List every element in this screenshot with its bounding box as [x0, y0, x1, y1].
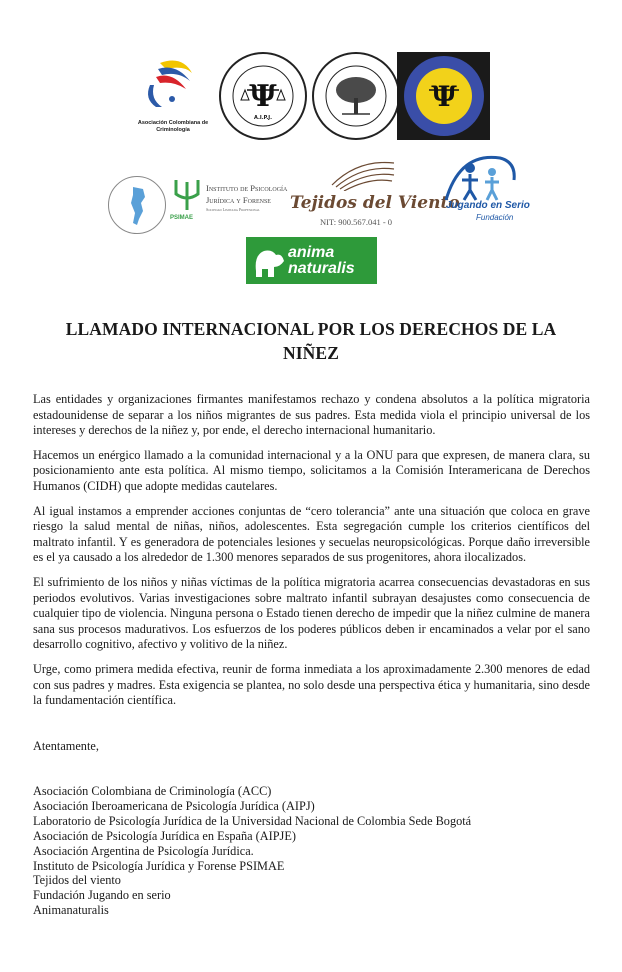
logos-header — [0, 0, 622, 300]
lab-logo — [312, 52, 400, 140]
psimae-logo — [170, 175, 290, 230]
aipje-psi-icon — [402, 54, 486, 138]
document-body — [33, 392, 590, 718]
psimae-sub: Sociedad Limitada Profesional — [206, 207, 260, 212]
paragraph-3: Al igual instamos a emprender acciones conjuntas de “cero tolerancia” ante una situación que coloca en grave riesgo la salud mental de niñas, niños, adolescentes. Esta segregación cumple los criterios científicos del maltrato infantil. Y es generadora de potenciales lesiones y secuelas neuropsicológicas. Porque daño irreversible es el ya causado a los alrededor de 1.300 menores separados de sus progenitores, ahora ilocalizados. — [33, 503, 590, 565]
wind-swirl-icon — [328, 155, 398, 191]
signer-item: Asociación Iberoamericana de Psicología Jurídica (AIPJ) — [33, 798, 315, 813]
argentina-logo — [108, 176, 166, 234]
acc-emblem-icon — [132, 55, 214, 115]
tejidos-logo — [290, 155, 460, 235]
psimae-short: PSIMAE — [170, 215, 194, 221]
signer-item: Animanaturalis — [33, 903, 109, 918]
signers-list — [33, 784, 471, 918]
acc-logo — [132, 55, 214, 140]
kids-playing-icon — [440, 150, 520, 204]
paragraph-4: El sufrimiento de los niños y niñas víctimas de la política migratoria acarrea consecuencias devastadoras en sus periodos evolutivos. Varias investigaciones sobre maltrato infantil subrayan desajustes como consecuencia de cualquier tipo de violencia. Ninguna persona o Estado tienen derecho de impedir que la niñez culmine de manera sana sus procesos madurativos. Los esfuerzos de los poderes públicos deben ir encaminados a velar por el sano desarrollo cognitivo, afectivo y volitivo de la niñez. — [33, 574, 590, 652]
argentina-map-icon — [109, 177, 165, 233]
signer-item: Asociación Argentina de Psicología Jurídica. — [33, 843, 254, 858]
signer-item: Asociación Colombiana de Criminología (ACC) — [33, 784, 272, 798]
svg-text:Ψ: Ψ — [249, 79, 277, 114]
paragraph-2: Hacemos un enérgico llamado a la comunidad internacional y a la ONU para que expresen, de manera clara, su posicionamiento ante esta política. Al mismo tiempo, solicitamos a la Comisión Interamericana de Derechos Humanos (CIDH) que adopte medidas cautelares. — [33, 447, 590, 493]
paragraph-1: Las entidades y organizaciones firmantes manifestamos rechazo y condena absolutos a la política migratoria estadounidense de separar a los niños migrantes de sus padres. Esta medida viola el principio universal de los intereses y derechos de la niñez y, por ende, el derecho internacional humanitario. — [33, 392, 590, 438]
psimae-name-1: Instituto de Psicología — [206, 183, 288, 193]
psimae-name-2: Jurídica y Forense — [206, 195, 271, 205]
tejidos-nit: NIT: 900.567.041 - 0 — [320, 217, 393, 227]
anima-naturalis-text: anima naturalis — [288, 244, 355, 277]
signer-item: Fundación Jugando en serio — [33, 888, 171, 903]
signer-item: Tejidos del viento — [33, 873, 121, 888]
svg-text:Ψ: Ψ — [430, 80, 457, 113]
aipj-psi-icon — [221, 54, 305, 138]
aipj-logo — [219, 52, 307, 140]
psimae-psi-icon — [172, 178, 202, 212]
signer-item: Asociación de Psicología Jurídica en España (AIPJE) — [33, 828, 296, 843]
signer-item: Instituto de Psicología Jurídica y Forense PSIMAE — [33, 858, 285, 873]
aipje-logo — [397, 52, 490, 140]
tejidos-name: Tejidos del Viento — [290, 193, 460, 213]
paragraph-5: Urge, como primera medida efectiva, reunir de forma inmediata a los aproximadamente 2.300 menores de edad con sus padres y madres. Esta exigencia se plantea, no solo desde una perspectiva ética y humanitaria, sino desde la fundamentación científica. — [33, 661, 590, 708]
jugando-sub: Fundación — [476, 213, 514, 222]
acc-logo-text: Asociación Colombiana de Criminología — [137, 120, 209, 133]
jugando-name: Jugando en Serio — [446, 200, 530, 211]
animal-silhouette-icon — [250, 241, 288, 281]
tree-icon — [314, 54, 398, 138]
jugando-logo — [440, 150, 530, 232]
anima-naturalis-logo — [246, 237, 377, 284]
signer-item: Laboratorio de Psicología Jurídica de la Universidad Nacional de Colombia Sede Bogotá — [33, 813, 472, 828]
svg-text:A.I.P.J.: A.I.P.J. — [253, 115, 273, 121]
document-title: LLAMADO INTERNACIONAL POR LOS DERECHOS DE LA NIÑEZ — [65, 319, 557, 363]
closing-salutation: Atentamente, — [33, 739, 99, 753]
